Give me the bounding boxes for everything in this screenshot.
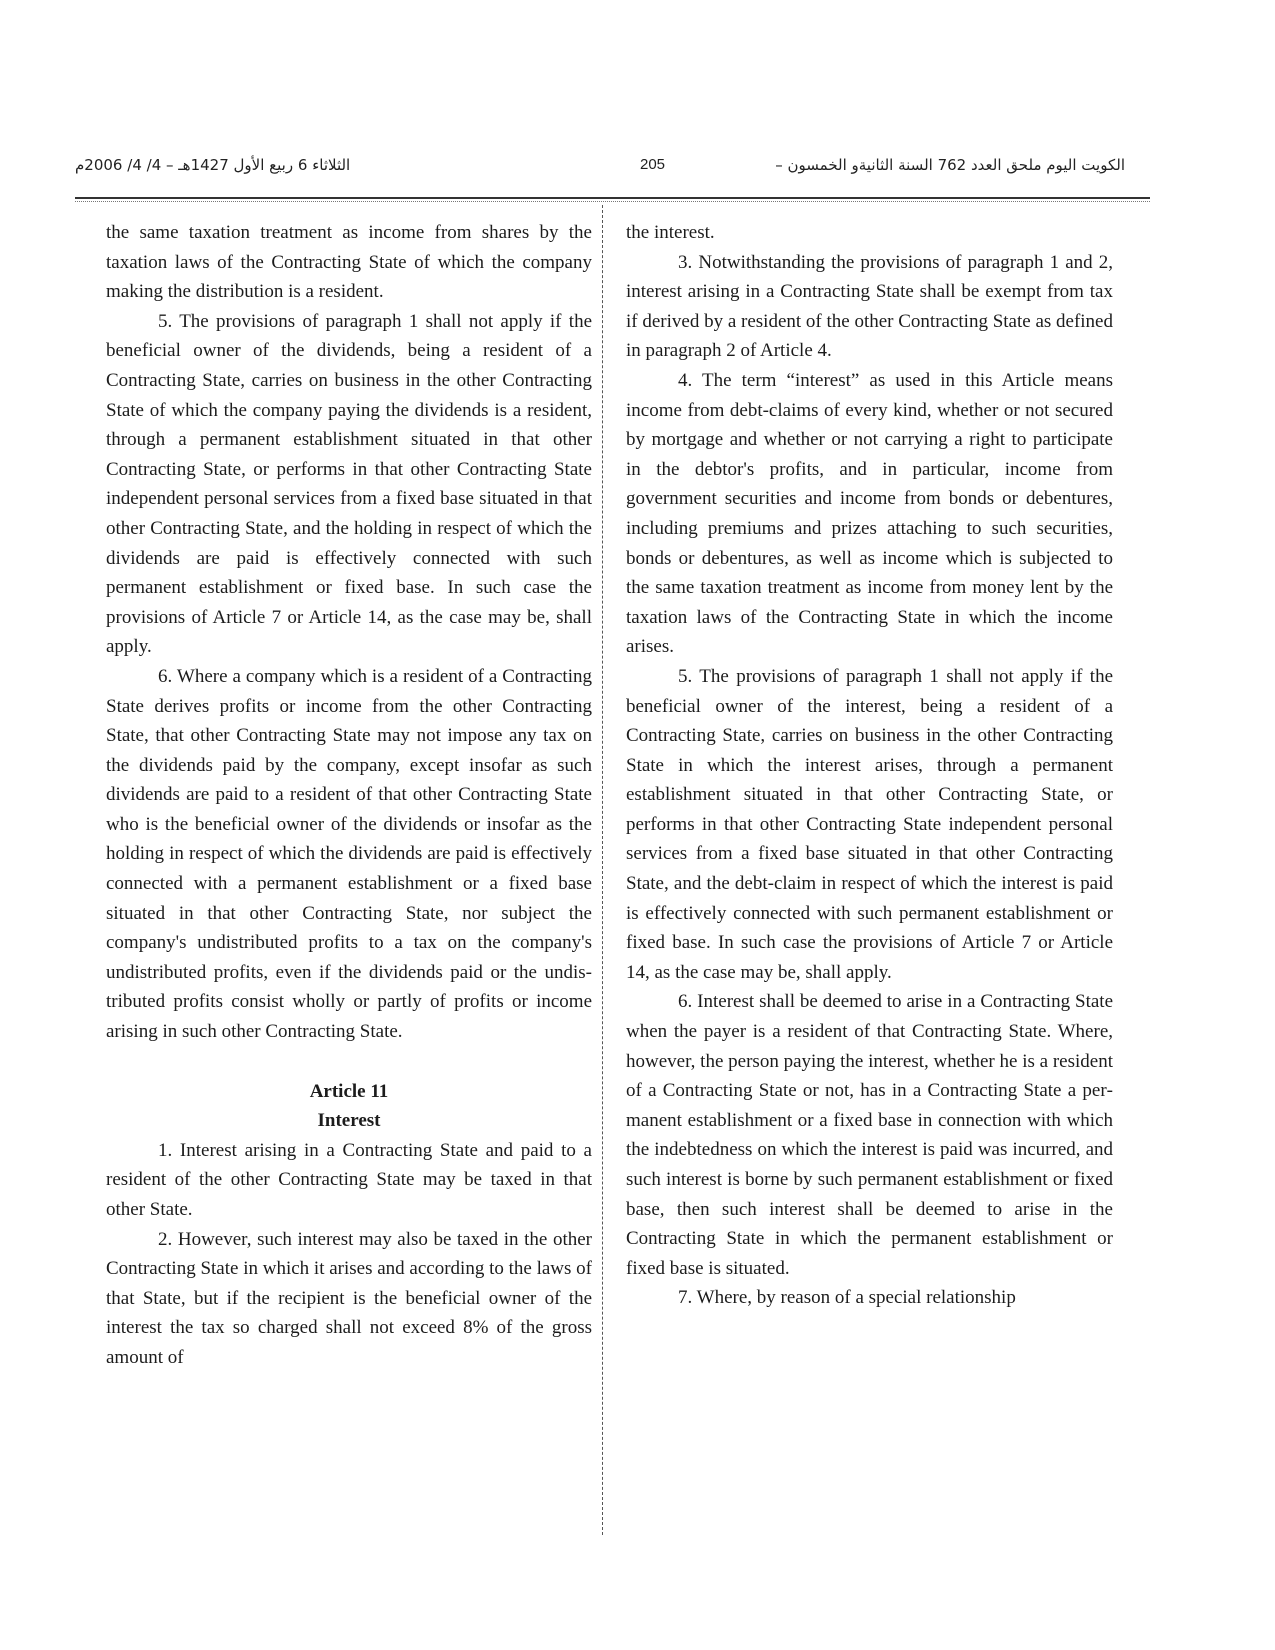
paragraph: 1. Interest arising in a Contracting State and paid to a resident of the other Contracting State may be taxed in that other State. <box>106 1139 592 1220</box>
left-column <box>106 218 592 1373</box>
article-number: Article 11 <box>309 1080 389 1102</box>
paragraph: 5. The provisions of paragraph 1 shall not apply if the beneficial owner of the interest, being a resident of a Contracting State, carries on business in the other Contracting State in which the interest arises, through a permanent establishment situated in that other Contracting State, or performs in that other Contracting State independent personal services from a fixed base situated in that other Contracting State, and the debt-claim in respect of which the interest is paid is effectively connected with such permanent establishment or fixed base. In such case the provisions of Article 7 or Article 14, as the case may be, shall apply. <box>626 665 1113 983</box>
paragraph: 4. The term “interest” as used in this Article means income from debt-claims of every kind, whether or not secured by mortgage and whether or not carrying a right to participate in the debtor's profits, and in particular, income from government securities and income from bonds or debentures, including premiums and prizes attaching to such securities, bonds or debentures, as well as income which is subjected to the same taxation treatment as income from money lent by the taxation laws of the Contracting State in which the income arises. <box>626 369 1113 658</box>
paragraph: 3. Notwithstanding the provisions of paragraph 1 and 2, interest arising in a Contracting State shall be exempt from tax if derived by a resident of the other Contracting State as defined in paragraph 2 of Article 4. <box>626 251 1113 362</box>
paragraph: 5. The provisions of paragraph 1 shall not apply if the beneficial owner of the dividends, being a resident of a Contracting State, carries on business in the other Contracting State of which the company paying the dividends is a resident, through a permanent establishment situated in that other Contracting State, or performs in that other Contracting State independent personal services from a fixed base situated in that other Contracting State, and the holding in respect of which the dividends are paid is effectively connected with such permanent establishment or fixed base. In such case the provisions of Article 7 or Article 14, as the case may be, shall apply. <box>106 310 592 658</box>
issue-date: الثلاثاء 6 ربيع الأول 1427هـ – 4/ 4/ 2006م <box>75 156 351 174</box>
gazette-title: الكويت اليوم ملحق العدد 762 السنة الثانيةو الخمسون – <box>775 156 1125 174</box>
paragraph: the same taxation treatment as income from shares by the taxation laws of the Contracting State of which the company making the distribution is a resident. <box>106 222 592 303</box>
article-title: Interest <box>317 1110 381 1132</box>
spacer <box>106 1047 592 1077</box>
header-rule-dotted <box>75 201 1150 202</box>
header-rule <box>75 197 1150 199</box>
paragraph: 6. Interest shall be deemed to arise in a Contracting State when the payer is a resident of that Contracting State. Where, however, the person paying the interest, whether he is a resident of a Contracting State or not, has in a Contracting State a permanent establishment or a fixed base in connection with which the indebtedness on which the interest is paid was incurred, and such interest is borne by such permanent establishment or fixed base, then such interest shall be deemed to arise in the Contracting State in which the permanent establishment or fixed base is situated. <box>626 991 1113 1279</box>
page-header <box>0 150 1275 190</box>
right-column <box>626 218 1113 1313</box>
paragraph: the interest. <box>626 222 715 243</box>
paragraph: 6. Where a company which is a resident of a Contracting State derives profits or income from the other Contracting State, that other Contracting State may not impose any tax on the dividends paid by the company, except insofar as such dividends are paid to a resident of that other Contracting State who is the beneficial owner of the dividends or insofar as the holding in respect of which the dividends are paid is effectively connected with a permanent establishment or a fixed base situated in that other Contracting State, nor subject the company's undistributed profits to a tax on the company's undistributed profits, even if the dividends paid or the undistributed profits consist wholly or partly of profits or income arising in such other Contracting State. <box>106 665 592 1043</box>
paragraph: 7. Where, by reason of a special relationship <box>678 1287 1016 1309</box>
page-number: 205 <box>640 156 666 173</box>
paragraph: 2. However, such interest may also be taxed in the other Contracting State in which it arises and according to the laws of that State, but if the recipient is the beneficial owner of the interest the tax so charged shall not exceed 8% of the gross amount of <box>106 1228 592 1368</box>
column-divider <box>602 205 603 1535</box>
